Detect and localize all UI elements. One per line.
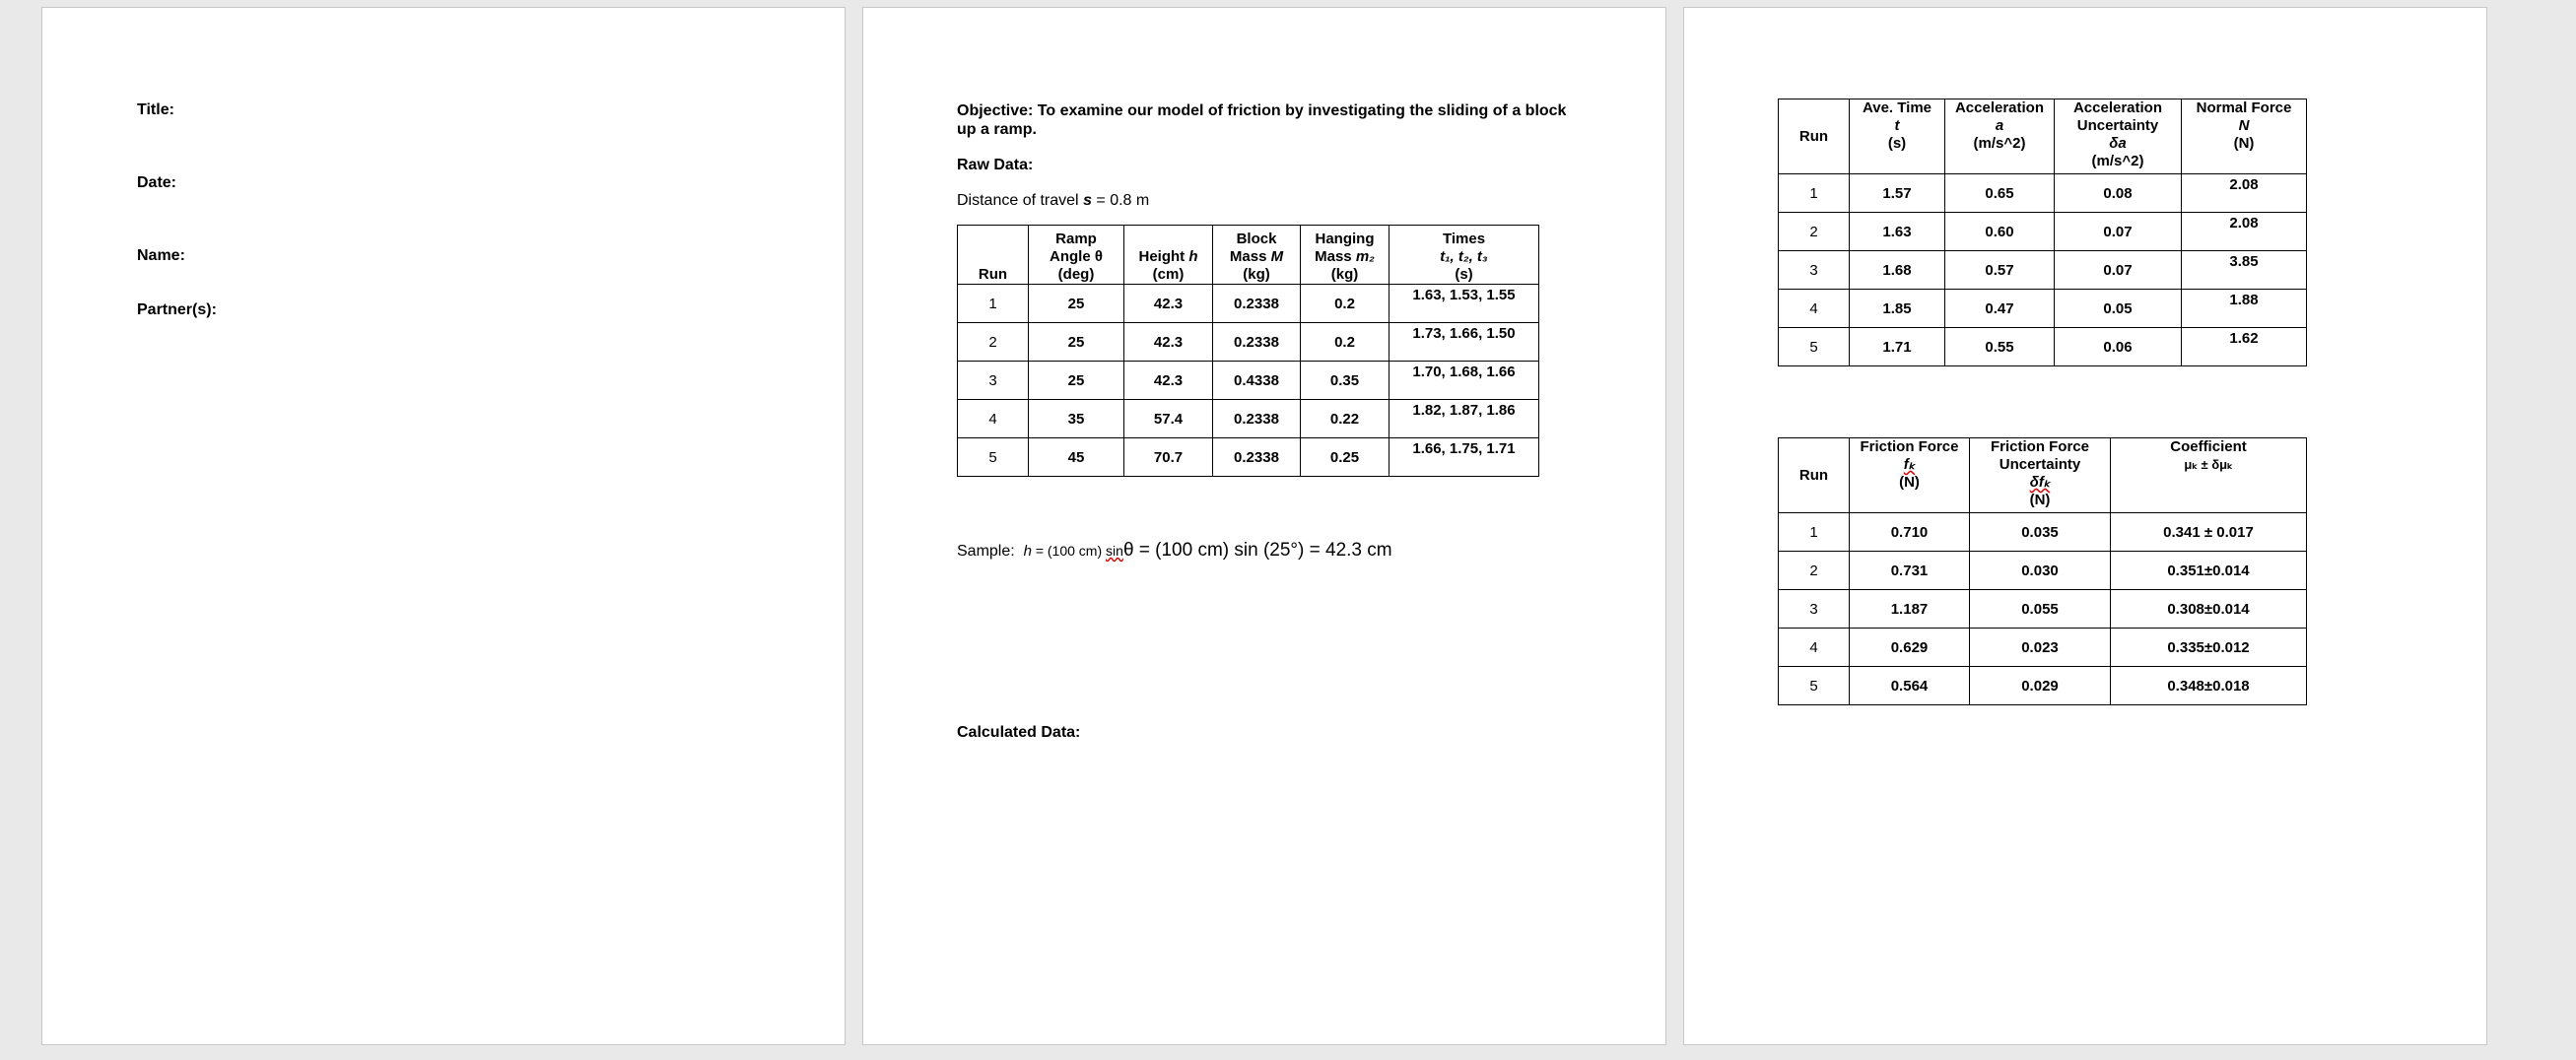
cell-angle: 35 (1029, 400, 1124, 438)
table-row (1779, 667, 2307, 705)
title-label: Title: (137, 101, 174, 118)
cell-times: 1.70, 1.68, 1.66 (1390, 362, 1539, 400)
cell-coefficient: 0.335±0.012 (2111, 629, 2307, 667)
cell-normal-force: 1.62 (2182, 328, 2307, 366)
calculated-table-2 (1778, 437, 2307, 705)
table-row (1779, 590, 2307, 629)
cell-height: 42.3 (1124, 362, 1213, 400)
cell-ave-time: 1.57 (1850, 174, 1945, 213)
raw-data-table (957, 225, 1539, 477)
cell-run: 3 (958, 362, 1029, 400)
col-header-friction-uncertainty: Friction Force Uncertainty δfₖ (N) (1970, 438, 2111, 513)
cell-acceleration: 0.57 (1945, 251, 2055, 290)
cell-ave-time: 1.71 (1850, 328, 1945, 366)
cell-run: 2 (1779, 552, 1850, 590)
cell-block-mass: 0.2338 (1213, 400, 1301, 438)
cell-friction-force: 1.187 (1850, 590, 1970, 629)
col-header-ramp-angle: Ramp Angle θ (deg) (1029, 226, 1124, 285)
col-header-hanging-mass: Hanging Mass m₂ (kg) (1301, 226, 1390, 285)
table-row (1779, 328, 2307, 366)
cell-block-mass: 0.2338 (1213, 438, 1301, 477)
table-row (1779, 174, 2307, 213)
cell-angle: 25 (1029, 285, 1124, 323)
col-header-acceleration-uncertainty: Acceleration Uncertainty δa (m/s^2) (2055, 99, 2182, 174)
cell-acceleration: 0.55 (1945, 328, 2055, 366)
document-page-3 (1683, 7, 2487, 1045)
cell-run: 5 (1779, 328, 1850, 366)
cell-run: 2 (958, 323, 1029, 362)
cell-block-mass: 0.2338 (1213, 285, 1301, 323)
document-page-1 (41, 7, 846, 1045)
cell-height: 42.3 (1124, 285, 1213, 323)
cell-acceleration-uncertainty: 0.07 (2055, 251, 2182, 290)
cell-angle: 25 (1029, 362, 1124, 400)
cell-coefficient: 0.341 ± 0.017 (2111, 513, 2307, 552)
cell-friction-force: 0.710 (1850, 513, 1970, 552)
cell-acceleration: 0.65 (1945, 174, 2055, 213)
cell-acceleration-uncertainty: 0.08 (2055, 174, 2182, 213)
cell-times: 1.73, 1.66, 1.50 (1390, 323, 1539, 362)
cell-friction-force: 0.564 (1850, 667, 1970, 705)
table-row (958, 362, 1539, 400)
cell-angle: 25 (1029, 323, 1124, 362)
cell-run: 3 (1779, 251, 1850, 290)
table-row (1779, 629, 2307, 667)
col-header-ave-time: Ave. Time t (s) (1850, 99, 1945, 174)
cell-angle: 45 (1029, 438, 1124, 477)
cell-friction-force: 0.731 (1850, 552, 1970, 590)
col-header-run: Run (1779, 99, 1850, 174)
cell-run: 5 (1779, 667, 1850, 705)
col-header-coefficient: Coefficient μₖ ± δμₖ (2111, 438, 2307, 513)
cell-ave-time: 1.63 (1850, 213, 1945, 251)
cell-ave-time: 1.85 (1850, 290, 1945, 328)
date-label: Date: (137, 174, 177, 191)
col-header-height: Height h (cm) (1124, 226, 1213, 285)
cell-acceleration: 0.47 (1945, 290, 2055, 328)
cell-times: 1.63, 1.53, 1.55 (1390, 285, 1539, 323)
col-header-run: Run (1779, 438, 1850, 513)
cell-hanging-mass: 0.22 (1301, 400, 1390, 438)
cell-acceleration: 0.60 (1945, 213, 2055, 251)
raw-data-heading: Raw Data: (957, 157, 1034, 173)
table-row (1779, 251, 2307, 290)
cell-acceleration-uncertainty: 0.05 (2055, 290, 2182, 328)
table-header-row (1779, 99, 2307, 174)
calculated-table-1 (1778, 99, 2307, 366)
cell-run: 3 (1779, 590, 1850, 629)
cell-ave-time: 1.68 (1850, 251, 1945, 290)
cell-acceleration-uncertainty: 0.07 (2055, 213, 2182, 251)
cell-friction-uncertainty: 0.055 (1970, 590, 2111, 629)
table-row (958, 285, 1539, 323)
cell-normal-force: 2.08 (2182, 174, 2307, 213)
cell-normal-force: 3.85 (2182, 251, 2307, 290)
cell-run: 1 (958, 285, 1029, 323)
cell-friction-uncertainty: 0.023 (1970, 629, 2111, 667)
cell-friction-uncertainty: 0.035 (1970, 513, 2111, 552)
cell-height: 42.3 (1124, 323, 1213, 362)
col-header-friction-force: Friction Force fₖ (N) (1850, 438, 1970, 513)
cell-block-mass: 0.4338 (1213, 362, 1301, 400)
cell-coefficient: 0.348±0.018 (2111, 667, 2307, 705)
document-page-2 (862, 7, 1666, 1045)
table-row (1779, 513, 2307, 552)
col-header-block-mass: Block Mass M (kg) (1213, 226, 1301, 285)
col-header-run: Run (958, 226, 1029, 285)
cell-normal-force: 1.88 (2182, 290, 2307, 328)
cell-coefficient: 0.308±0.014 (2111, 590, 2307, 629)
cell-hanging-mass: 0.2 (1301, 285, 1390, 323)
cell-run: 1 (1779, 513, 1850, 552)
cell-run: 4 (1779, 629, 1850, 667)
table-row (1779, 290, 2307, 328)
cell-friction-uncertainty: 0.030 (1970, 552, 2111, 590)
table-header-row (958, 226, 1539, 285)
table-row (1779, 552, 2307, 590)
col-header-acceleration: Acceleration a (m/s^2) (1945, 99, 2055, 174)
partners-label: Partner(s): (137, 301, 217, 318)
table-row (1779, 213, 2307, 251)
objective-text: Objective: To examine our model of friction by investigating the sliding of a block up a ramp. (957, 102, 1567, 138)
cell-times: 1.66, 1.75, 1.71 (1390, 438, 1539, 477)
cell-hanging-mass: 0.25 (1301, 438, 1390, 477)
table-row (958, 438, 1539, 477)
cell-coefficient: 0.351±0.014 (2111, 552, 2307, 590)
cell-run: 4 (958, 400, 1029, 438)
name-label: Name: (137, 247, 185, 264)
cell-height: 57.4 (1124, 400, 1213, 438)
cell-acceleration-uncertainty: 0.06 (2055, 328, 2182, 366)
cell-run: 5 (958, 438, 1029, 477)
table-row (958, 323, 1539, 362)
cell-normal-force: 2.08 (2182, 213, 2307, 251)
cell-friction-force: 0.629 (1850, 629, 1970, 667)
table-row (958, 400, 1539, 438)
cell-friction-uncertainty: 0.029 (1970, 667, 2111, 705)
calculated-data-heading: Calculated Data: (957, 724, 1081, 741)
cell-times: 1.82, 1.87, 1.86 (1390, 400, 1539, 438)
cell-run: 2 (1779, 213, 1850, 251)
cell-hanging-mass: 0.35 (1301, 362, 1390, 400)
table-header-row (1779, 438, 2307, 513)
cell-run: 1 (1779, 174, 1850, 213)
cell-hanging-mass: 0.2 (1301, 323, 1390, 362)
cell-run: 4 (1779, 290, 1850, 328)
col-header-normal-force: Normal Force N (N) (2182, 99, 2307, 174)
cell-block-mass: 0.2338 (1213, 323, 1301, 362)
cell-height: 70.7 (1124, 438, 1213, 477)
sample-calculation: Sample: h = (100 cm) sinθ = (100 cm) sin (25°) = 42.3 cm (957, 540, 1392, 561)
distance-of-travel: Distance of travel s = 0.8 m (957, 192, 1150, 209)
col-header-times: Times t₁, t₂, t₃ (s) (1390, 226, 1539, 285)
